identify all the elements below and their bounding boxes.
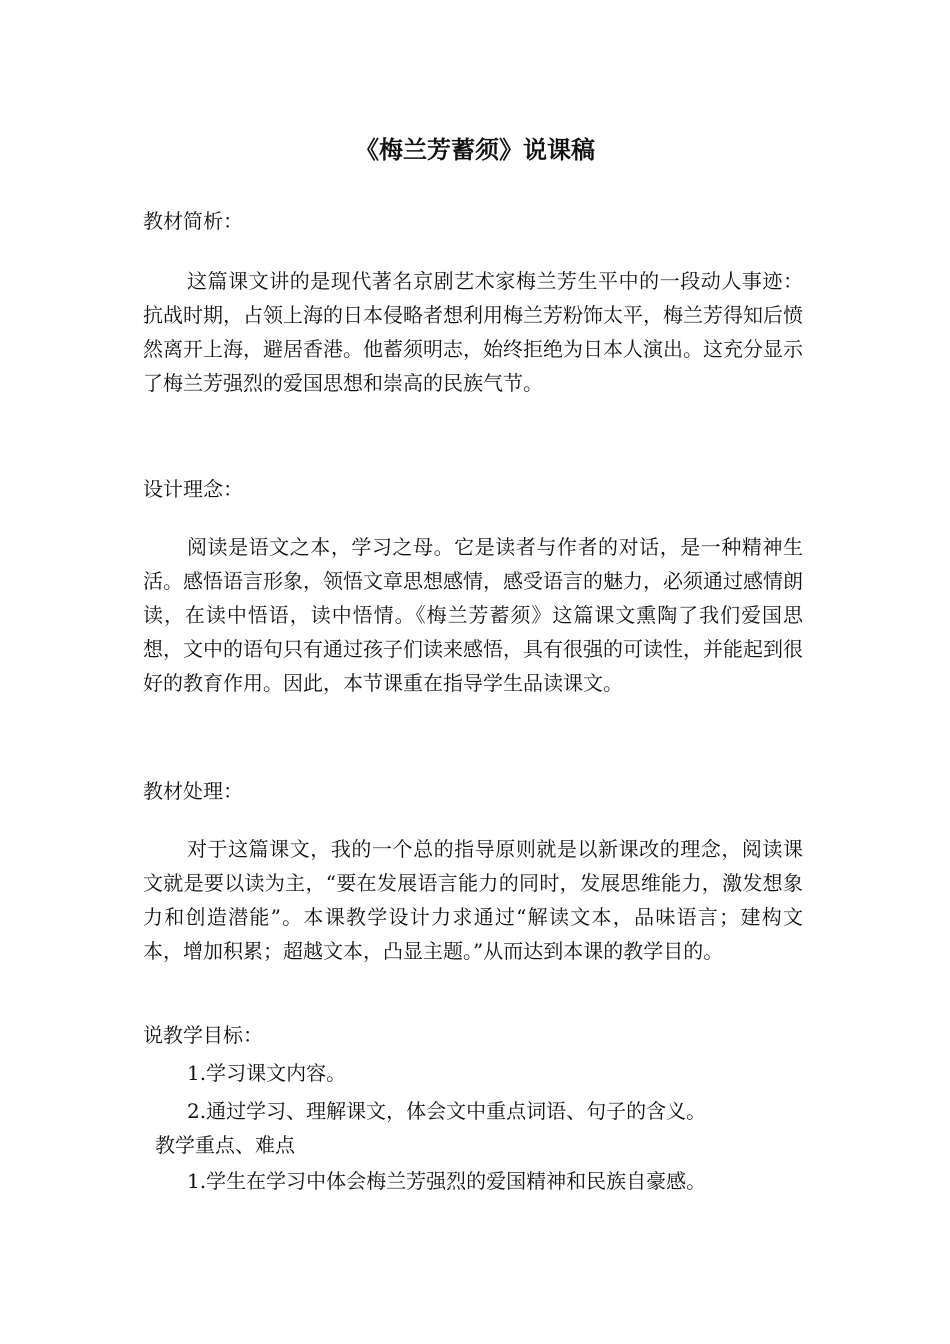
goal-item: 1.学习课文内容。	[187, 1061, 347, 1085]
key-point-item: 1.学生在学习中体会梅兰芳强烈的爱国精神和民族自豪感。	[187, 1169, 707, 1193]
key-points-heading: 教学重点、难点	[155, 1133, 295, 1157]
goal-item: 2.通过学习、理解课文，体会文中重点词语、句子的含义。	[187, 1099, 707, 1123]
section-paragraph-material-handling: 对于这篇课文，我的一个总的指导原则就是以新课改的理念，阅读课文就是要以读为主，“要在发展语言能力的同时，发展思维能力，激发想象力和创造潜能”。本课教学设计力求通过“解读文本，品味语言；建构文本，增加积累；超越文本，凸显主题。”从而达到本课的教学目的。	[143, 837, 803, 963]
section-heading-material-handling: 教材处理：	[143, 779, 243, 803]
section-paragraph-material-analysis: 这篇课文讲的是现代著名京剧艺术家梅兰芳生平中的一段动人事迹：抗战时期，占领上海的日本侵略者想利用梅兰芳粉饰太平，梅兰芳得知后愤然离开上海，避居香港。他蓄须明志，始终拒绝为日本人演出。这充分显示了梅兰芳强烈的爱国思想和崇高的民族气节。	[143, 269, 803, 395]
section-heading-design-concept: 设计理念：	[143, 477, 243, 501]
document-title: 《梅兰芳蓄须》说课稿	[355, 135, 595, 164]
section-heading-material-analysis: 教材简析：	[143, 209, 243, 233]
goals-heading: 说教学目标：	[143, 1023, 263, 1047]
section-paragraph-design-concept: 阅读是语文之本，学习之母。它是读者与作者的对话，是一种精神生活。感悟语言形象，领悟文章思想感情，感受语言的魅力，必须通过感情朗读，在读中悟语，读中悟情。《梅兰芳蓄须》这篇课文熏陶了我们爱国思想，文中的语句只有通过孩子们读来感悟，具有很强的可读性，并能起到很好的教育作用。因此，本节课重在指导学生品读课文。	[143, 535, 803, 695]
